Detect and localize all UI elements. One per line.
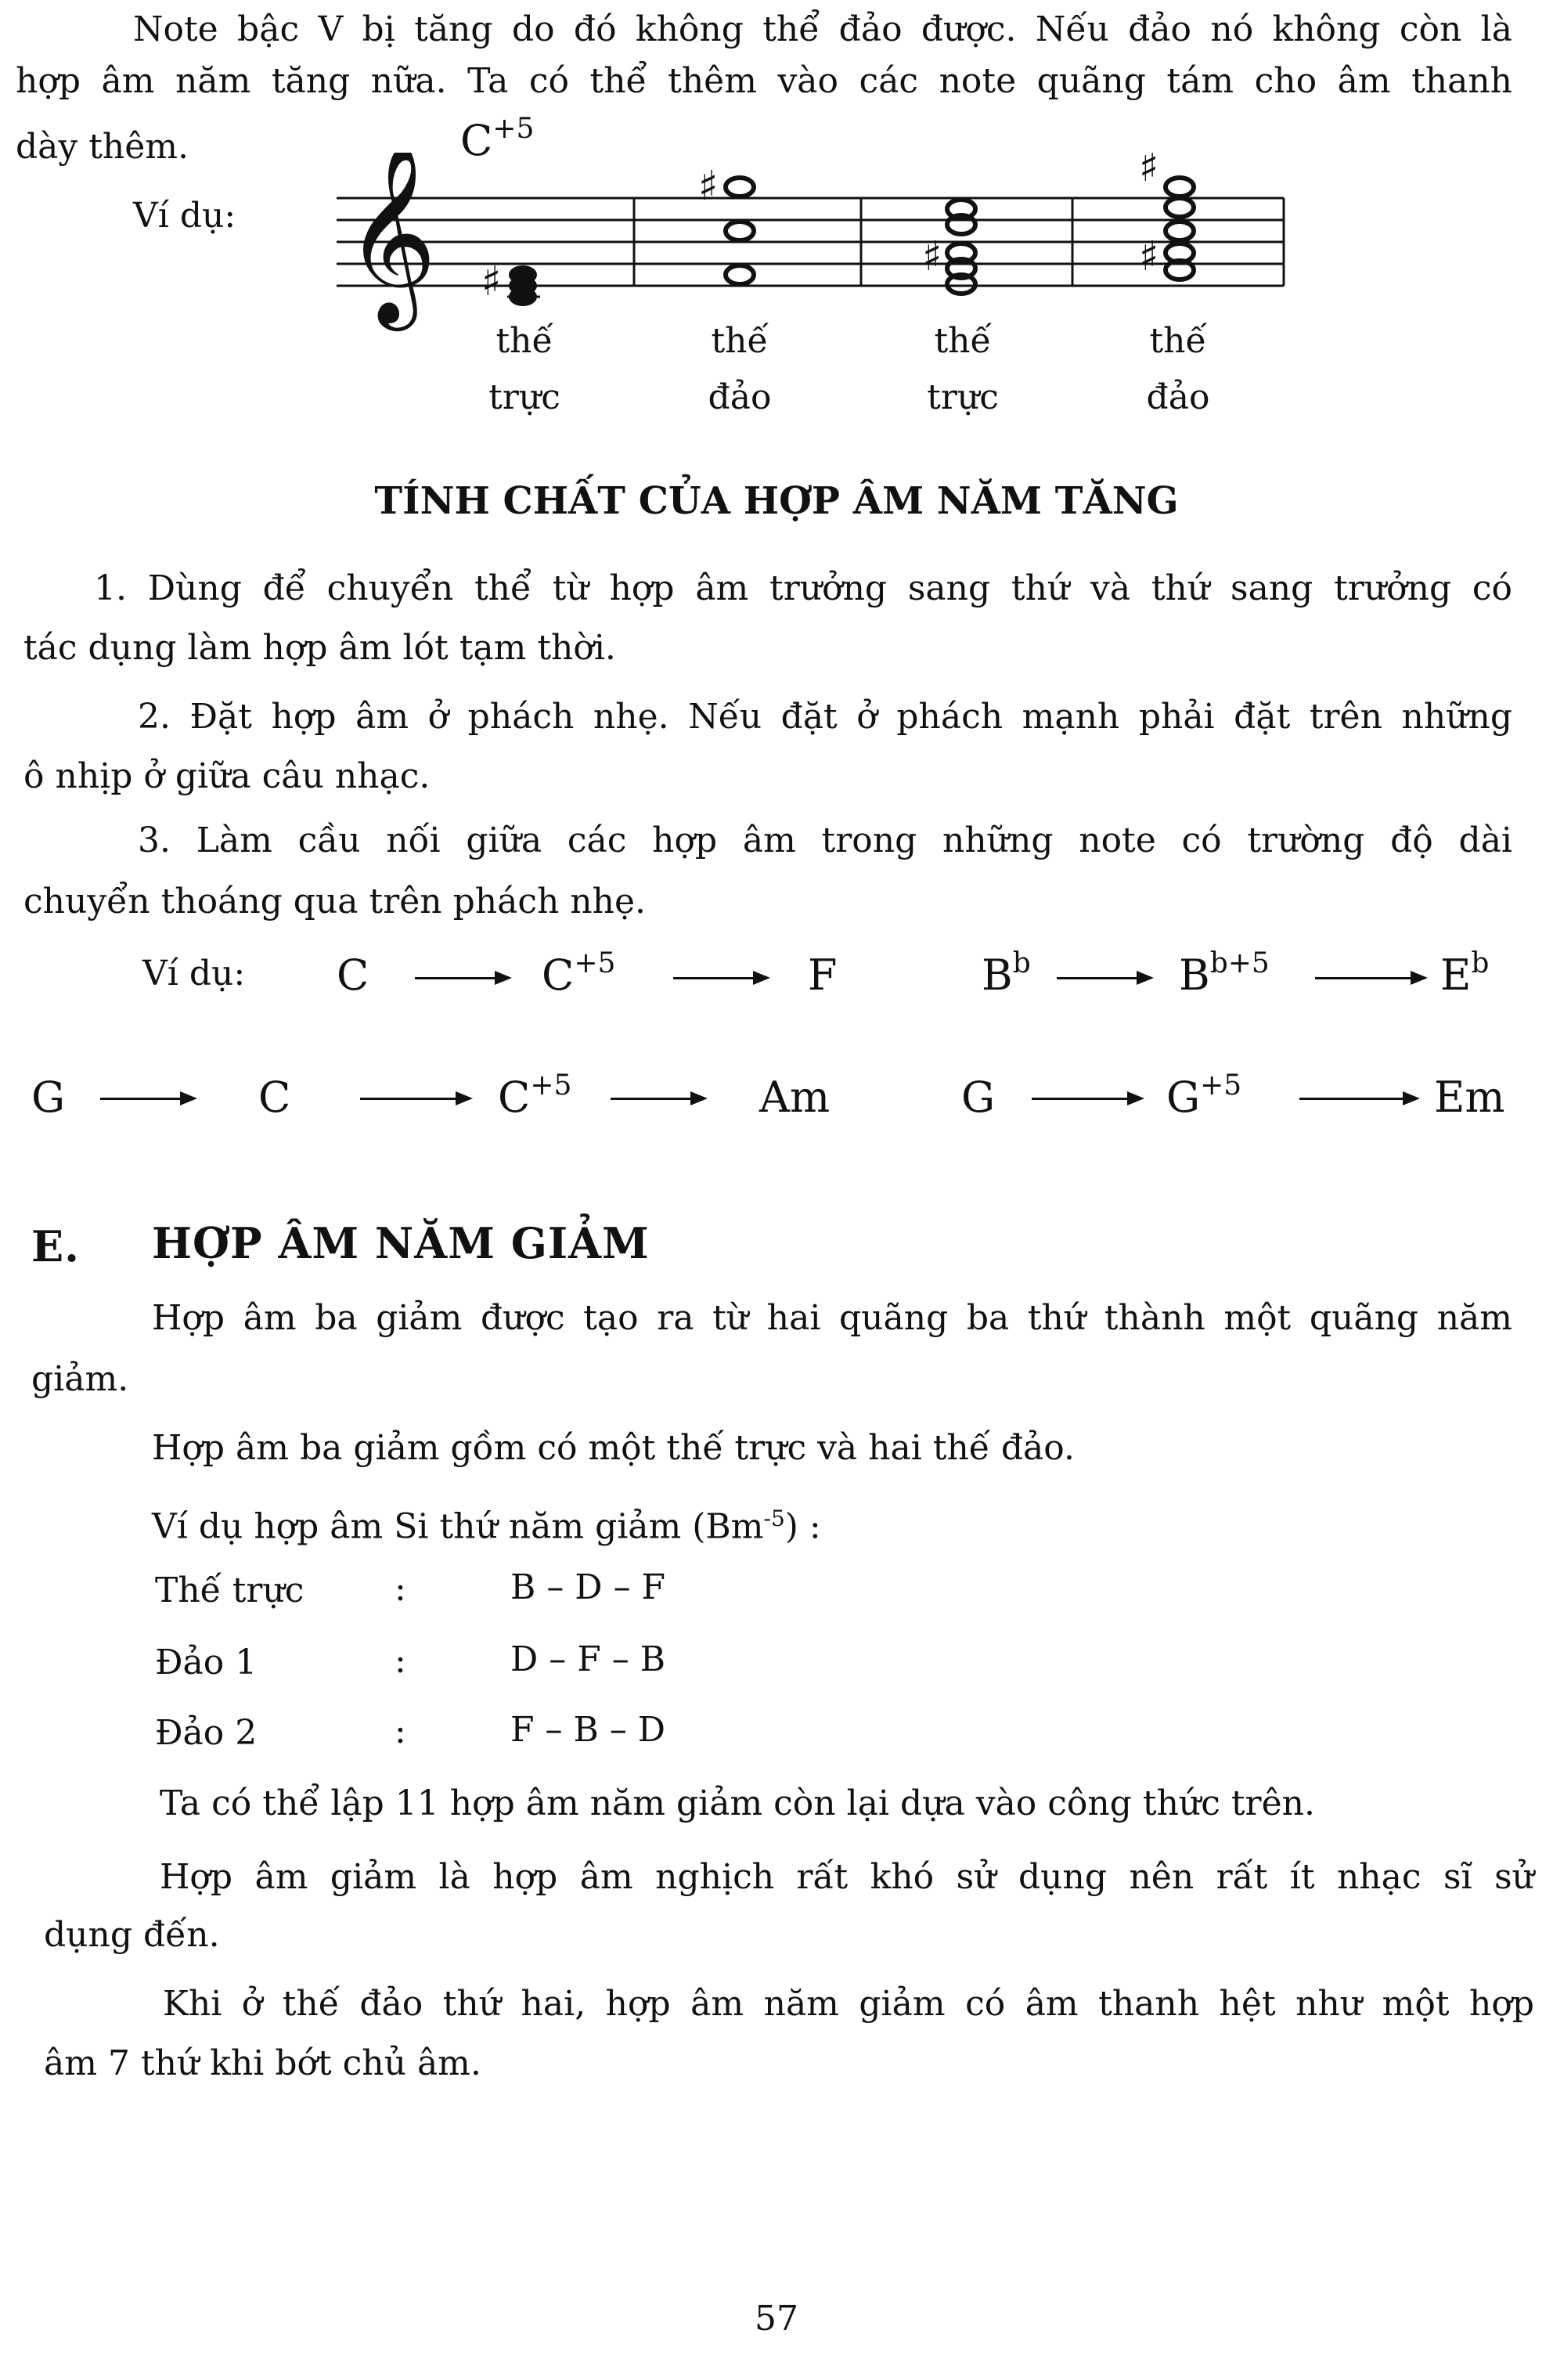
prog4-chord-2: $G^{+5}$	[1166, 1069, 1242, 1122]
prog2-chord-2: $B^{b+5}$	[1179, 947, 1270, 1000]
label-col1-top: thế	[495, 321, 553, 361]
e-p3-end: ) :	[784, 1506, 821, 1547]
properties-heading: TÍNH CHẤT CỦA HỢP ÂM NĂM TĂNG	[374, 479, 1179, 523]
section-title: HỢP ÂM NĂM GIẢM	[152, 1218, 650, 1268]
page-number: 57	[755, 2299, 798, 2339]
prop3-line-2: chuyển thoáng qua trên phách nhẹ.	[23, 882, 647, 921]
arrow-icon	[100, 1098, 194, 1100]
arrow-icon	[1032, 1098, 1141, 1100]
inversion-row-3-name: Đảo 2	[155, 1713, 258, 1753]
arrow-icon	[360, 1098, 470, 1100]
label-col4-bottom: đảo	[1146, 377, 1210, 417]
arrow-icon	[611, 1098, 704, 1100]
svg-text:♯: ♯	[1139, 153, 1159, 191]
label-col2-bottom: đảo	[708, 377, 772, 417]
intro-line-1: Note bậc V bị tăng do đó không thể đảo được. Nếu đảo nó không còn là	[133, 9, 1512, 49]
prop2-line-1: 2. Đặt hợp âm ở phách nhẹ. Nếu đặt ở phách mạnh phải đặt trên những	[138, 697, 1512, 737]
e-p5-line-1: Hợp âm giảm là hợp âm nghịch rất khó sử dụng nên rất ít nhạc sĩ sử	[160, 1857, 1534, 1897]
e-p6-line-2: âm 7 thứ khi bớt chủ âm.	[44, 2043, 481, 2083]
intro-line-3: dày thêm.	[16, 127, 189, 167]
inversion-row-3-notes: F – B – D	[510, 1710, 666, 1750]
inversion-row-1-sep: :	[395, 1569, 406, 1609]
prog2-chord-3: $E^b$	[1440, 947, 1490, 1000]
progression-label: Ví dụ:	[142, 954, 246, 993]
arrow-icon	[1057, 977, 1151, 979]
prop3-line-1: 3. Làm cầu nối giữa các hợp âm trong những note có trường độ dài	[138, 820, 1512, 860]
prog2-chord-1: $B^b$	[982, 947, 1031, 1000]
prog4-chord-1: G	[961, 1073, 996, 1122]
e-p1-line-1: Hợp âm ba giảm được tạo ra từ hai quãng ba thứ thành một quãng năm	[152, 1298, 1512, 1338]
label-col2-top: thế	[711, 321, 769, 361]
intro-line-2: hợp âm năm tăng nữa. Ta có thể thêm vào các note quãng tám cho âm thanh	[16, 61, 1512, 101]
e-p2: Hợp âm ba giảm gồm có một thế trực và hai thế đảo.	[152, 1428, 1075, 1468]
prog3-chord-3: $C^{+5}$	[498, 1069, 572, 1122]
label-col3-top: thế	[934, 321, 992, 361]
inversion-row-1-name: Thế trực	[155, 1570, 304, 1610]
e-p3	[152, 1497, 821, 1549]
staff-svg	[321, 153, 1307, 333]
prog1-chord-2: $C^{+5}$	[542, 947, 616, 1000]
e-p1-line-2: giảm.	[31, 1359, 129, 1399]
prog4-chord-3: Em	[1434, 1073, 1505, 1122]
prog1-chord-1: C	[337, 950, 369, 1000]
label-col1-bottom: trực	[488, 377, 560, 417]
inversion-row-1-notes: B – D – F	[510, 1567, 666, 1607]
prog3-chord-2: C	[258, 1073, 291, 1122]
prog1-chord-3: F	[808, 950, 838, 1000]
svg-text:♯: ♯	[481, 258, 502, 305]
section-letter: E.	[31, 1221, 80, 1271]
inversion-row-3-sep: :	[395, 1711, 406, 1751]
arrow-icon	[415, 977, 509, 979]
chord-sup: +5	[492, 113, 535, 145]
svg-text:♯: ♯	[922, 233, 942, 280]
inversion-row-2-name: Đảo 1	[155, 1643, 258, 1682]
e-p6-line-1: Khi ở thế đảo thứ hai, hợp âm năm giảm có âm thanh hệt như một hợp	[163, 1984, 1534, 2024]
arrow-icon	[1299, 1098, 1417, 1100]
svg-text:♯: ♯	[1139, 233, 1159, 280]
music-staff	[321, 153, 1307, 336]
e-p5-line-2: dụng đến.	[44, 1915, 220, 1955]
prog3-chord-1: G	[31, 1073, 66, 1122]
prop2-line-2: ô nhịp ở giữa câu nhạc.	[23, 756, 431, 796]
e-p4: Ta có thể lập 11 hợp âm năm giảm còn lại dựa vào công thức trên.	[160, 1783, 1315, 1823]
example-label: Ví dụ:	[133, 196, 236, 236]
arrow-icon	[1315, 977, 1425, 979]
chord-name: C	[460, 116, 493, 165]
prop1-line-2: tác dụng làm hợp âm lót tạm thời.	[23, 628, 616, 668]
label-col3-bottom: trực	[927, 377, 999, 417]
label-col4-top: thế	[1149, 321, 1207, 361]
prog3-chord-4: Am	[759, 1073, 831, 1122]
inversion-row-2-sep: :	[395, 1641, 406, 1681]
e-p3-sup: -5	[763, 1506, 785, 1531]
arrow-icon	[673, 977, 767, 979]
treble-clef-icon: 𝄞	[344, 153, 438, 323]
svg-text:♯: ♯	[698, 163, 719, 210]
inversion-row-2-notes: D – F – B	[510, 1639, 666, 1679]
e-p3-main: Ví dụ hợp âm Si thứ năm giảm (Bm	[152, 1506, 764, 1547]
prop1-line-1: 1. Dùng để chuyển thể từ hợp âm trưởng sang thứ và thứ sang trưởng có	[94, 568, 1512, 608]
